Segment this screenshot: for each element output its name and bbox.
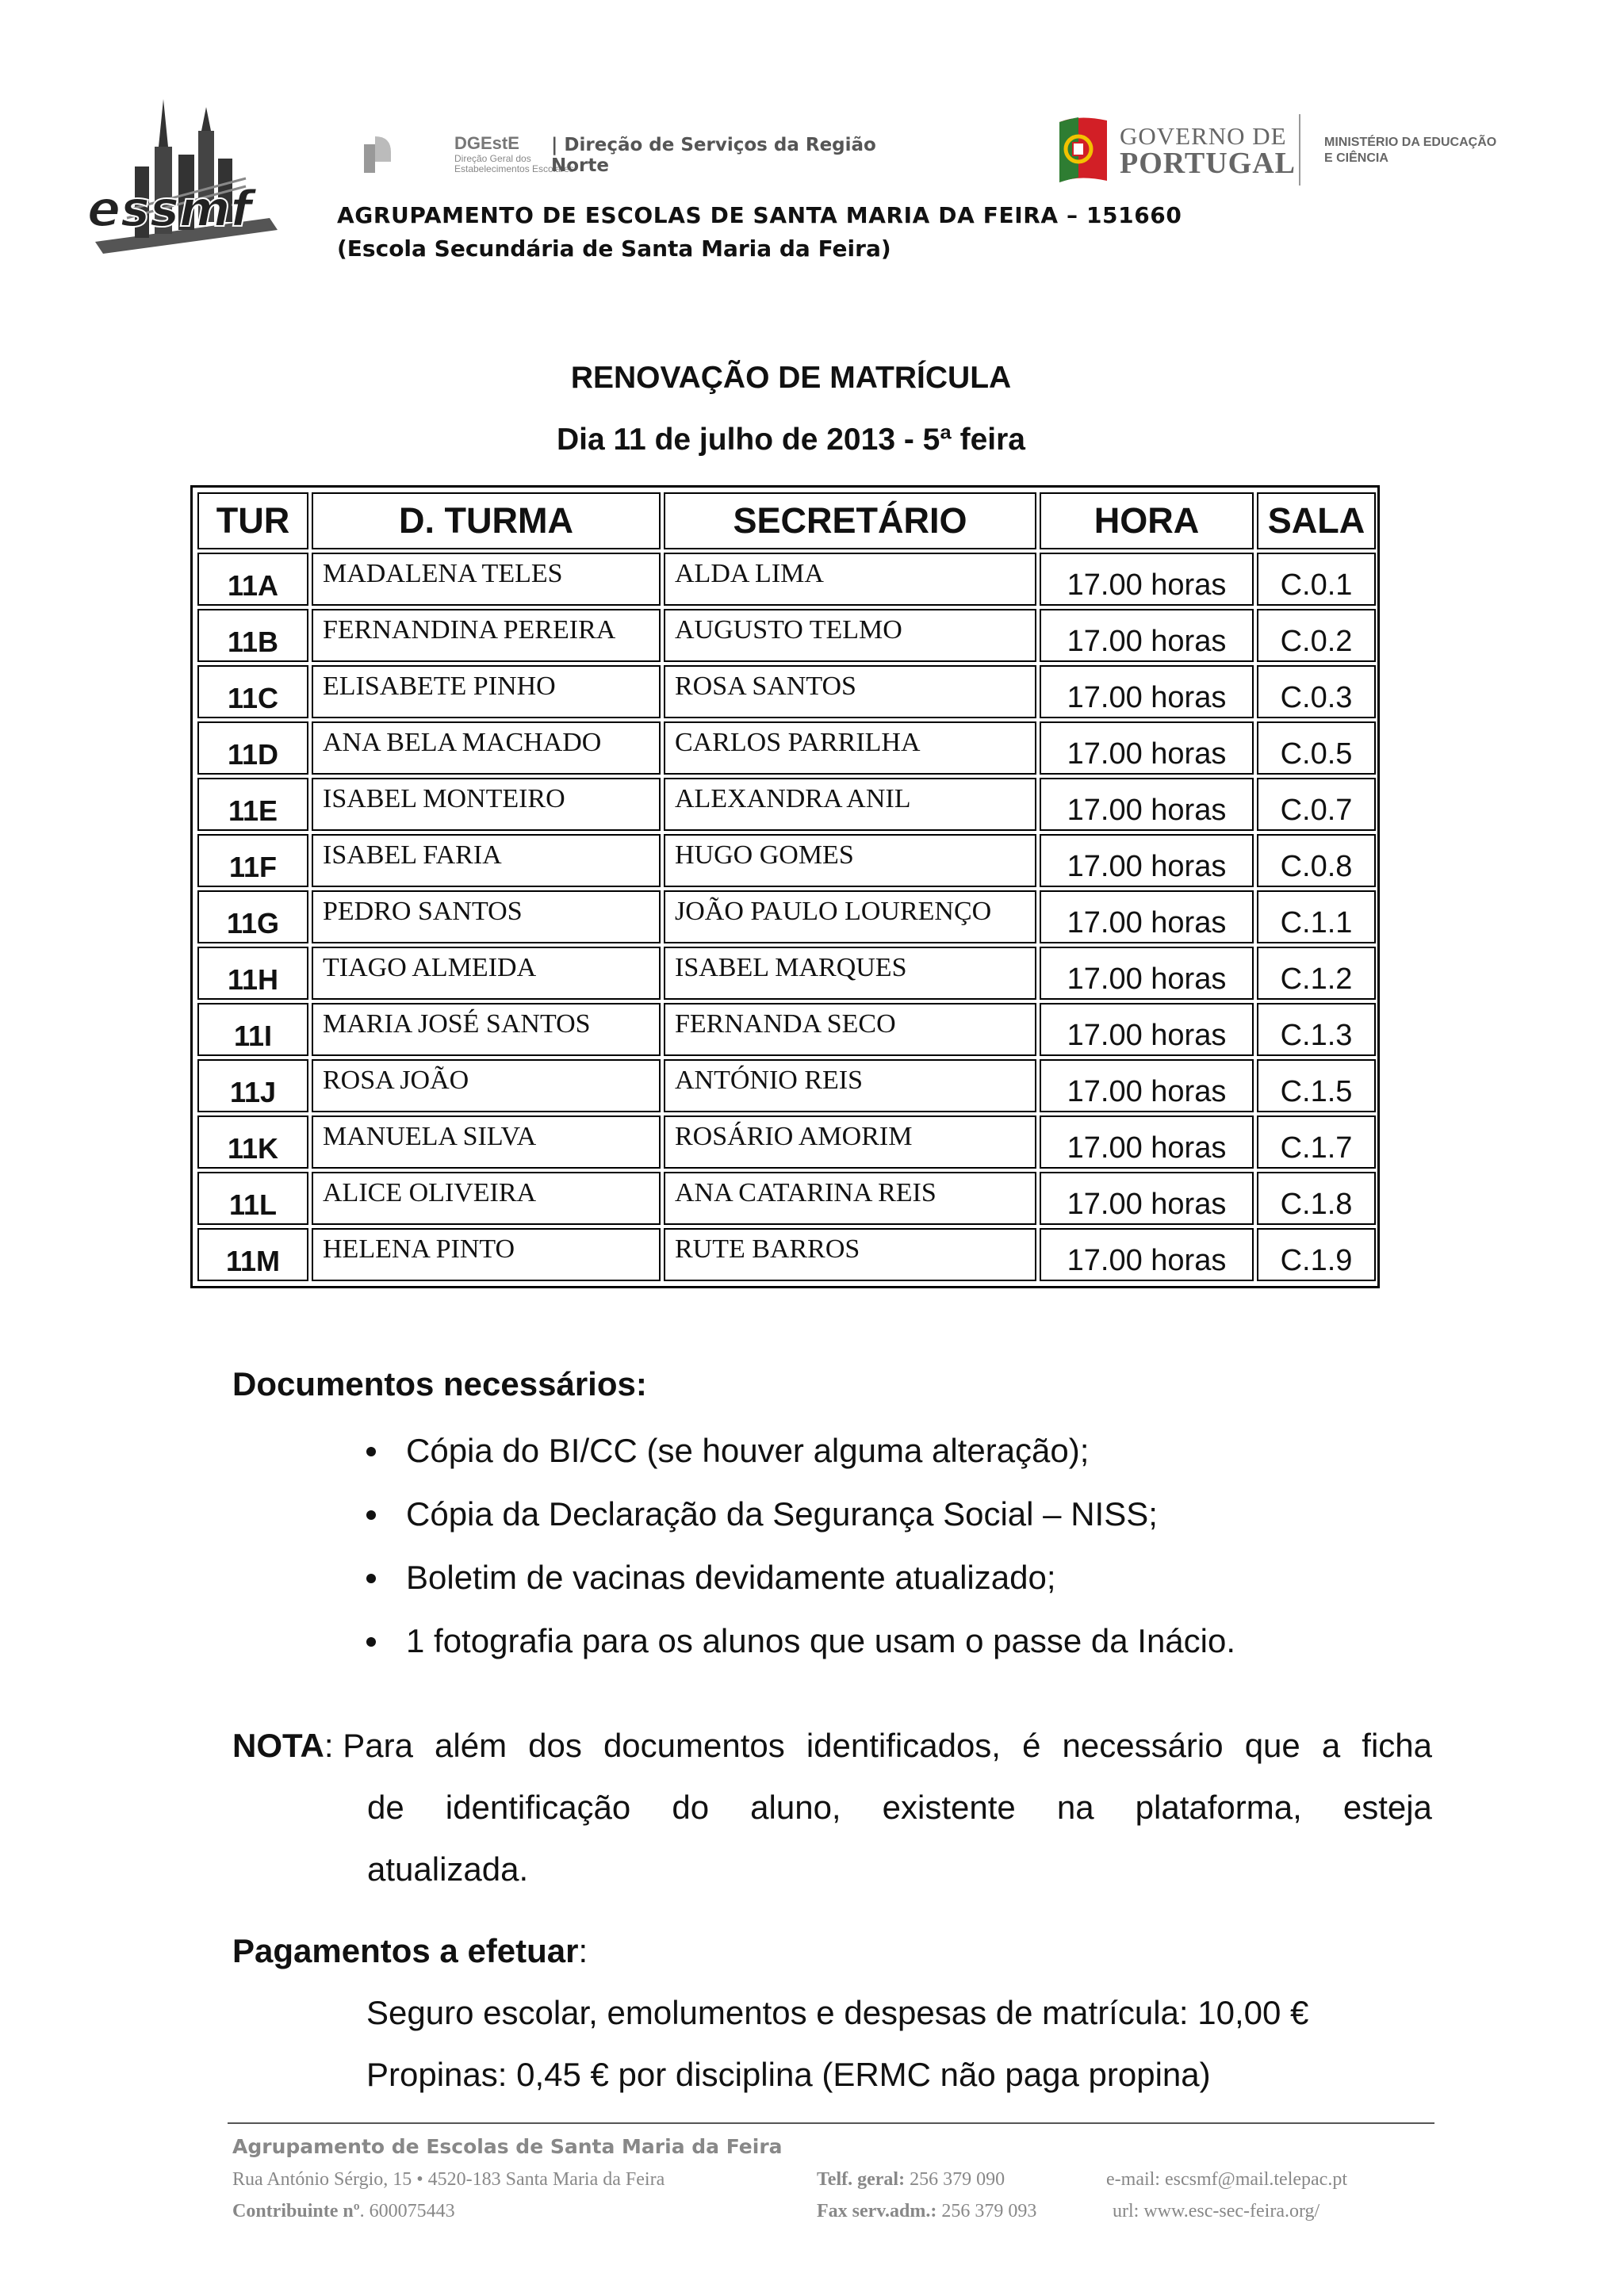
cell-sala: C.1.9 — [1257, 1228, 1376, 1281]
footer-fax — [817, 2201, 1036, 2222]
table-header-row — [197, 492, 1376, 549]
table-row — [197, 665, 1376, 718]
cell-d-turma: ELISABETE PINHO — [312, 665, 661, 718]
cell-d-turma: PEDRO SANTOS — [312, 890, 661, 943]
cell-tur: 11I — [197, 1003, 308, 1056]
cell-sala: C.1.7 — [1257, 1115, 1376, 1169]
list-item: Cópia do BI/CC (se houver alguma alteração); — [366, 1431, 1235, 1494]
table-row — [197, 834, 1376, 887]
cell-d-turma: HELENA PINTO — [312, 1228, 661, 1281]
cell-secretario: FERNANDA SECO — [664, 1003, 1036, 1056]
note-word: ficha — [1362, 1727, 1432, 1764]
cell-secretario: ROSA SANTOS — [664, 665, 1036, 718]
cell-sala: C.1.8 — [1257, 1172, 1376, 1225]
cell-d-turma: TIAGO ALMEIDA — [312, 947, 661, 1000]
cell-sala: C.1.2 — [1257, 947, 1376, 1000]
table-row — [197, 609, 1376, 662]
government-logo — [1055, 111, 1499, 190]
government-line2: PORTUGAL — [1120, 147, 1297, 180]
documents-list — [366, 1431, 1235, 1685]
note-line2 — [232, 1777, 1432, 1839]
dgeste-subtitle-line2: Estabelecimentos Escolares — [454, 163, 574, 174]
table-row — [197, 1003, 1376, 1056]
cell-hora: 17.00 horas — [1040, 553, 1254, 606]
footer-phone — [817, 2169, 1005, 2191]
table-row — [197, 947, 1376, 1000]
header-hora: HORA — [1040, 492, 1254, 549]
cell-hora: 17.00 horas — [1040, 890, 1254, 943]
dgeste-subtitle-line1: Direção Geral dos — [454, 153, 531, 164]
cell-tur: 11G — [197, 890, 308, 943]
payment-insurance: Seguro escolar, emolumentos e despesas de matrícula: 10,00 € — [366, 1994, 1309, 2031]
ministry-line1: MINISTÉRIO DA EDUCAÇÃO — [1324, 136, 1497, 149]
footer-nif — [232, 2201, 455, 2222]
cell-secretario: ANA CATARINA REIS — [664, 1172, 1036, 1225]
note-label: NOTA — [232, 1727, 324, 1764]
list-item: 1 fotografia para os alunos que usam o passe da Inácio. — [366, 1621, 1235, 1685]
table-row — [197, 721, 1376, 775]
note-word: documentos — [603, 1727, 785, 1764]
cell-secretario: ROSÁRIO AMORIM — [664, 1115, 1036, 1169]
note-word: que — [1244, 1727, 1300, 1764]
school-name: (Escola Secundária de Santa Maria da Feira) — [337, 235, 891, 262]
note-word: na — [1056, 1789, 1094, 1826]
table-row — [197, 553, 1376, 606]
note-word: necessário — [1062, 1727, 1224, 1764]
footer-phone-label: Telf. geral: — [817, 2169, 906, 2190]
table-row — [197, 1059, 1376, 1112]
note-word — [232, 1715, 413, 1777]
footer-fax-label: Fax serv.adm.: — [817, 2201, 937, 2221]
cell-hora: 17.00 horas — [1040, 834, 1254, 887]
table-row — [197, 1115, 1376, 1169]
note-word: identificados, — [806, 1727, 1001, 1764]
document-title: RENOVAÇÃO DE MATRÍCULA — [570, 361, 1012, 395]
dgeste-mark-icon — [361, 133, 393, 174]
note-word: plataforma, — [1135, 1789, 1302, 1826]
footer-nif-label: Contribuinte nº — [232, 2201, 360, 2221]
cell-hora: 17.00 horas — [1040, 1172, 1254, 1225]
cell-hora: 17.00 horas — [1040, 665, 1254, 718]
list-item: Boletim de vacinas devidamente atualizado; — [366, 1558, 1235, 1621]
note-word: dos — [528, 1727, 582, 1764]
payment-tuition: Propinas: 0,45 € por disciplina (ERMC não paga propina) — [366, 2056, 1211, 2093]
note-line1 — [232, 1715, 1432, 1777]
cell-tur: 11L — [197, 1172, 308, 1225]
cell-secretario: ANTÓNIO REIS — [664, 1059, 1036, 1112]
note-word: esteja — [1342, 1789, 1432, 1826]
cell-sala: C.1.3 — [1257, 1003, 1376, 1056]
header-tur: TUR — [197, 492, 308, 549]
payments-heading-text: Pagamentos a efetuar — [232, 1932, 579, 1969]
cell-secretario: AUGUSTO TELMO — [664, 609, 1036, 662]
cell-d-turma: ISABEL FARIA — [312, 834, 661, 887]
cell-d-turma: ALICE OLIVEIRA — [312, 1172, 661, 1225]
note-word: é — [1022, 1727, 1041, 1764]
header-d-turma: D. TURMA — [312, 492, 661, 549]
cell-secretario: ISABEL MARQUES — [664, 947, 1036, 1000]
dgeste-directorate: | Direção de Serviços da Região Norte — [551, 135, 876, 176]
note-paragraph — [232, 1715, 1432, 1900]
cell-sala: C.0.8 — [1257, 834, 1376, 887]
government-line1: GOVERNO DE — [1120, 122, 1287, 150]
cell-secretario: RUTE BARROS — [664, 1228, 1036, 1281]
note-word-text: : Para — [324, 1727, 413, 1764]
table-row — [197, 1172, 1376, 1225]
cell-d-turma: MANUELA SILVA — [312, 1115, 661, 1169]
table-row — [197, 778, 1376, 831]
footer-nif-value: . 600075443 — [359, 2201, 455, 2221]
ministry-line2: E CIÊNCIA — [1324, 151, 1388, 165]
cell-sala: C.0.1 — [1257, 553, 1376, 606]
cell-hora: 17.00 horas — [1040, 778, 1254, 831]
footer-divider — [228, 2122, 1434, 2124]
footer-url: url: www.esc-sec-feira.org/ — [1113, 2201, 1320, 2221]
note-word: de — [367, 1789, 404, 1826]
cell-sala: C.0.3 — [1257, 665, 1376, 718]
note-word: identificação — [445, 1789, 631, 1826]
cell-tur: 11H — [197, 947, 308, 1000]
logo-divider — [1299, 114, 1300, 186]
note-word: a — [1321, 1727, 1341, 1764]
cell-sala: C.0.7 — [1257, 778, 1376, 831]
cell-sala: C.1.5 — [1257, 1059, 1376, 1112]
cell-hora: 17.00 horas — [1040, 1003, 1254, 1056]
cell-tur: 11E — [197, 778, 308, 831]
note-line3: atualizada. — [367, 1850, 529, 1888]
portugal-flag-icon — [1055, 114, 1112, 186]
note-word: do — [672, 1789, 710, 1826]
ministry-name — [1324, 135, 1496, 166]
dgeste-name: DGEstE — [454, 133, 519, 153]
footer-phone-value: 256 379 090 — [905, 2169, 1005, 2190]
cell-secretario: ALEXANDRA ANIL — [664, 778, 1036, 831]
cell-d-turma: ROSA JOÃO — [312, 1059, 661, 1112]
cell-secretario: ALDA LIMA — [664, 553, 1036, 606]
school-logo-text: essmf — [87, 180, 252, 238]
cell-sala: C.0.2 — [1257, 609, 1376, 662]
note-word: existente — [882, 1789, 1016, 1826]
cell-sala: C.1.1 — [1257, 890, 1376, 943]
cell-tur: 11M — [197, 1228, 308, 1281]
footer-org: Agrupamento de Escolas de Santa Maria da Feira — [232, 2135, 783, 2158]
cell-hora: 17.00 horas — [1040, 1115, 1254, 1169]
payments-heading — [232, 1932, 588, 1970]
note-word: aluno, — [750, 1789, 841, 1826]
school-logo — [79, 91, 285, 262]
cell-d-turma: FERNANDINA PEREIRA — [312, 609, 661, 662]
footer-email: e-mail: escsmf@mail.telepac.pt — [1106, 2169, 1347, 2190]
document-date: Dia 11 de julho de 2013 - 5ª feira — [556, 423, 1026, 457]
list-item: Cópia da Declaração da Segurança Social – NISS; — [366, 1494, 1235, 1558]
cell-hora: 17.00 horas — [1040, 947, 1254, 1000]
payments-heading-colon: : — [578, 1932, 588, 1969]
footer-fax-value: 256 379 093 — [936, 2201, 1037, 2221]
cell-d-turma: ANA BELA MACHADO — [312, 721, 661, 775]
cell-sala: C.0.5 — [1257, 721, 1376, 775]
footer-address: Rua António Sérgio, 15 • 4520-183 Santa Maria da Feira — [232, 2169, 665, 2190]
cell-hora: 17.00 horas — [1040, 609, 1254, 662]
cell-hora: 17.00 horas — [1040, 1059, 1254, 1112]
cell-d-turma: MARIA JOSÉ SANTOS — [312, 1003, 661, 1056]
dgeste-logo — [361, 128, 900, 180]
school-cluster-name: AGRUPAMENTO DE ESCOLAS DE SANTA MARIA DA FEIRA – 151660 — [337, 202, 1182, 228]
cell-tur: 11K — [197, 1115, 308, 1169]
header-sala: SALA — [1257, 492, 1376, 549]
schedule-table — [190, 485, 1380, 1288]
cell-d-turma: ISABEL MONTEIRO — [312, 778, 661, 831]
table-row — [197, 1228, 1376, 1281]
cell-hora: 17.00 horas — [1040, 721, 1254, 775]
documents-heading: Documentos necessários: — [232, 1365, 647, 1402]
cell-tur: 11B — [197, 609, 308, 662]
cell-secretario: JOÃO PAULO LOURENÇO — [664, 890, 1036, 943]
cell-tur: 11J — [197, 1059, 308, 1112]
cell-tur: 11A — [197, 553, 308, 606]
cell-hora: 17.00 horas — [1040, 1228, 1254, 1281]
note-word: além — [435, 1727, 508, 1764]
cell-tur: 11D — [197, 721, 308, 775]
cell-tur: 11F — [197, 834, 308, 887]
header-secretario: SECRETÁRIO — [664, 492, 1036, 549]
cell-secretario: HUGO GOMES — [664, 834, 1036, 887]
cell-d-turma: MADALENA TELES — [312, 553, 661, 606]
cell-secretario: CARLOS PARRILHA — [664, 721, 1036, 775]
table-row — [197, 890, 1376, 943]
cell-tur: 11C — [197, 665, 308, 718]
